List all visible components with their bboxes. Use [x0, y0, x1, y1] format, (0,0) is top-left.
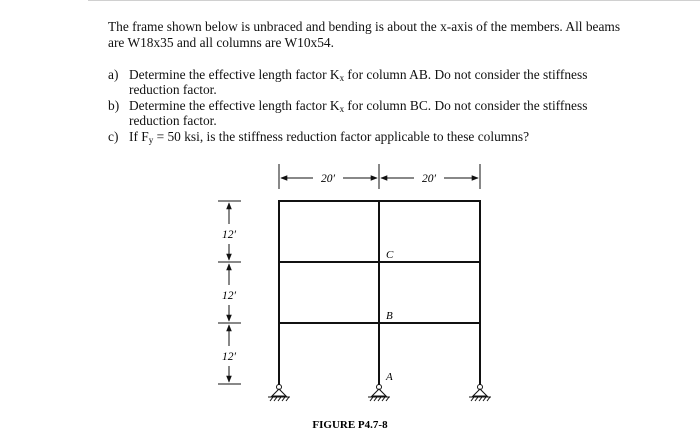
story-height-label-top: 12′ [221, 229, 237, 241]
joint-label-c: C [386, 249, 394, 261]
question-a-letter: a) [108, 67, 119, 82]
figure-caption: FIGURE P4.7-8 [312, 419, 388, 431]
question-b-line-2: reduction factor. [129, 113, 217, 128]
joint-label-b: B [386, 310, 393, 322]
question-c-letter: c) [108, 129, 119, 144]
pin-support-left [268, 385, 290, 402]
story-height-label-bottom: 12′ [221, 351, 237, 363]
question-b-line-1: Determine the effective length factor $K_x$ for column BC. Do not consider the stiffness [129, 98, 588, 114]
joint-label-a: A [386, 371, 393, 383]
frame-members [279, 201, 480, 384]
bay-width-label-left: 20′ [320, 173, 336, 185]
question-a-line-1: Determine the effective length factor $K_x$ for column AB. Do not consider the stiffness [129, 67, 588, 83]
pin-support-right [469, 385, 491, 402]
pin-support-middle [368, 385, 390, 402]
question-b-letter: b) [108, 98, 120, 113]
bay-width-label-right: 20′ [421, 173, 437, 185]
question-a-line-2: reduction factor. [129, 82, 217, 97]
bay-dimensions [279, 164, 480, 189]
intro-line-2: are W18x35 and all columns are W10x54. [108, 35, 334, 50]
story-height-label-middle: 12′ [221, 290, 237, 302]
intro-line-1: The frame shown below is unbraced and bending is about the x-axis of the members. All beams [108, 19, 621, 34]
question-c-line-1: If $F_y = 50$ ksi, is the stiffness reduction factor applicable to these columns? [129, 129, 530, 145]
